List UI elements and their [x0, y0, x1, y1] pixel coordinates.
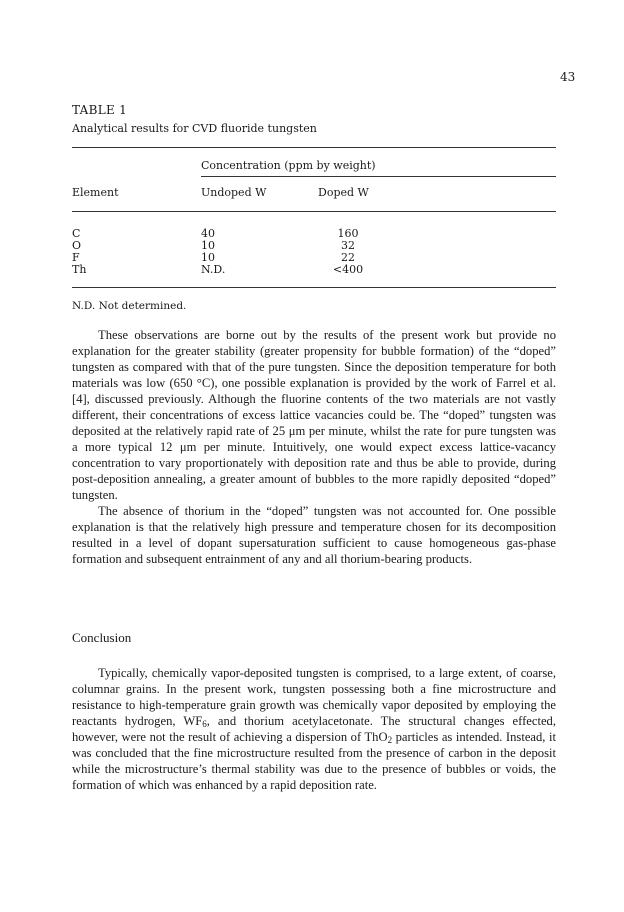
table-caption: Analytical results for CVD fluoride tungsten — [72, 122, 317, 135]
table-label: TABLE 1 — [72, 103, 128, 117]
cell-doped: 32 — [341, 239, 355, 252]
column-header-undoped: Undoped W — [201, 186, 267, 199]
span-header-rule — [201, 176, 556, 177]
conclusion-text-part-3: particles as intended. Instead, it was concluded that the fine microstructure resulted from the presence of carbon in the deposit while the microstructure’s thermal stability was due to the presence of bubbles or voids, the formation of which was enhanced by a rapid deposition rate. — [72, 730, 556, 792]
conclusion-text-part-1: Typically, chemically vapor-deposited tungsten is comprised, to a large extent, of coarse, columnar grains. In the present work, tungsten possessing both a fine microstructure and resistance to high-temperature grain growth was chemically vapor deposited by employing the reactants hydrogen, WF — [72, 666, 556, 728]
cell-undoped: 10 — [201, 239, 215, 252]
cell-element: Th — [72, 263, 87, 276]
cell-doped: 160 — [337, 227, 359, 240]
table-footnote: N.D. Not determined. — [72, 300, 187, 312]
cell-undoped: 10 — [201, 251, 215, 264]
cell-element: F — [72, 251, 80, 264]
cell-element: C — [72, 227, 81, 240]
conclusion-text-part-2: , and thorium acetylacetonate. The structural changes effected, however, were not the result of achieving a dispersion of ThO — [72, 714, 557, 744]
section-heading-conclusion: Conclusion — [72, 630, 132, 645]
table-bottom-rule — [72, 287, 556, 288]
paragraph-conclusion — [72, 665, 556, 793]
paragraph-observations: These observations are borne out by the results of the present work but provide no explanation for the greater stability (greater propensity for bubble formation) of the “doped” tungsten as compared with that of the pure tungsten. Since the deposition temperature for both materials was low (650 °C), one possible explanation is provided by the work of Farrel et al. [4], discussed previously. Although the fluorine contents of the two materials are not vastly different, their concentrations of excess lattice vacancies could be. The “doped” tungsten was deposited at the relatively rapid rate of 25 μm per minute, whilst the rate for pure tungsten was a more typical 12 μm per minute. Intuitively, one would expect excess lattice-vacancy concentration to vary proportionately with deposition rate and thus be able to provide, during post-deposition annealing, a greater amount of bubbles to the more rapidly deposited “doped” tungsten. — [72, 328, 556, 502]
body-paragraphs — [72, 327, 556, 567]
cell-element: O — [72, 239, 82, 252]
table-top-rule — [72, 147, 556, 148]
column-header-doped: Doped W — [318, 186, 369, 199]
paragraph-thorium-absence: The absence of thorium in the “doped” tungsten was not accounted for. One possible explanation is that the relatively high pressure and temperature chosen for its decomposition resulted in a level of dopant supersaturation sufficient to cause homogeneous gas-phase formation and subsequent entrainment of any and all thorium-bearing products. — [72, 504, 556, 566]
cell-undoped: 40 — [201, 227, 215, 240]
page-number: 43 — [560, 70, 576, 84]
concentration-span-header: Concentration (ppm by weight) — [201, 159, 376, 172]
conclusion-text — [72, 665, 556, 793]
column-header-element: Element — [72, 186, 119, 199]
cell-undoped: N.D. — [201, 263, 226, 276]
header-bottom-rule — [72, 211, 556, 212]
cell-doped: 22 — [341, 251, 355, 264]
subscript-wf6: 6 — [202, 719, 207, 729]
subscript-tho2: 2 — [387, 735, 393, 745]
cell-doped: <400 — [332, 263, 364, 276]
